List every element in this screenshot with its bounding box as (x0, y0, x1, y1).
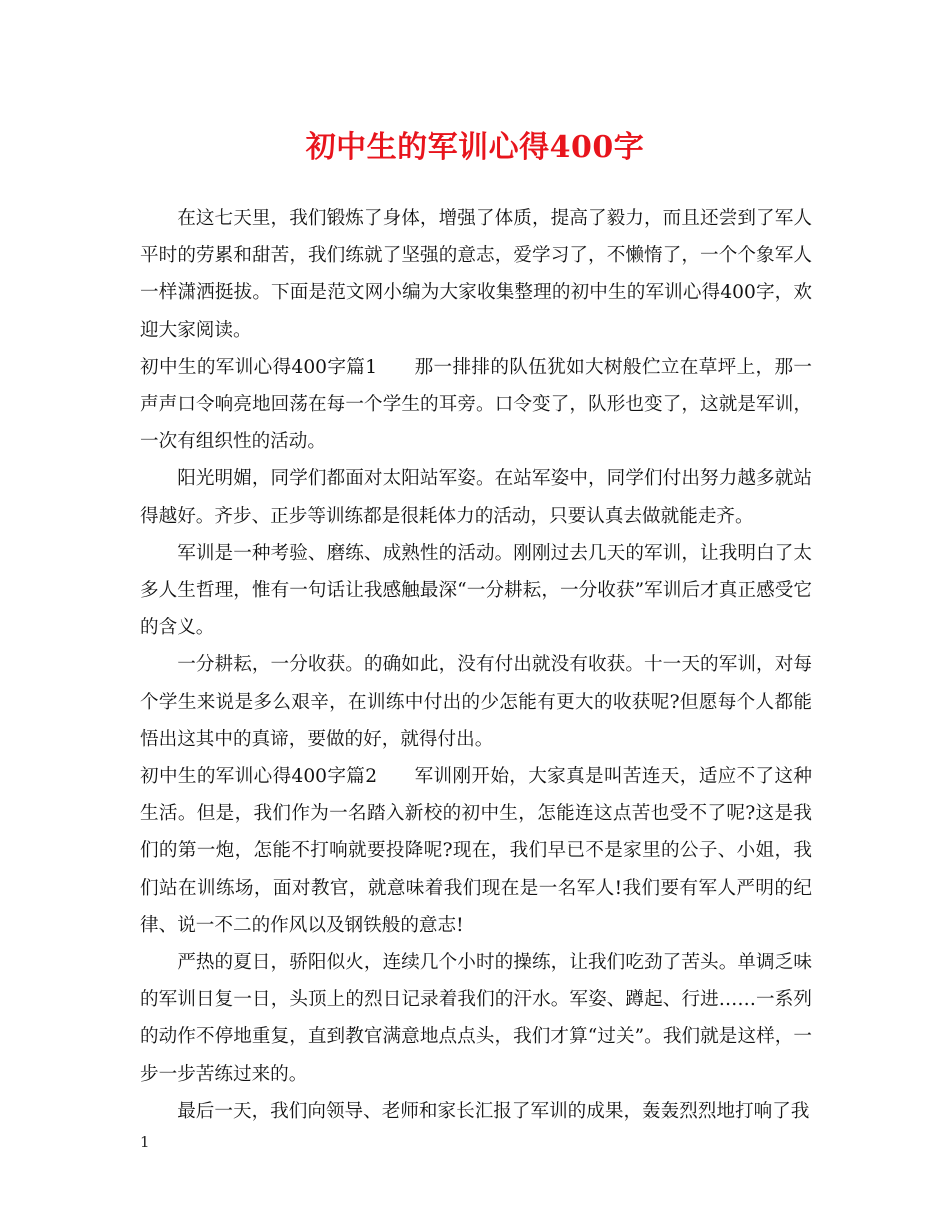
paragraph-summer (140, 944, 812, 1093)
section-gap (377, 766, 414, 787)
paragraph-text: 那一排排的队伍犹如大树般伫立在草坪上，那一声声口令响亮地回荡在每一个学生的耳旁。口令变了，队形也变了，这就是军训，一次有组织性的活动。 (140, 356, 812, 453)
paragraph-effort (140, 646, 812, 758)
paragraph-text: 在这七天里，我们锻炼了身体，增强了体质，提高了毅力，而且还尝到了军人平时的劳累和甜苦，我们练就了坚强的意志，爱学习了，不懒惰了，一个个象军人一样潇洒挺拔。下面是范文网小编为大家收集整理的初中生的军训心得400字，欢迎大家阅读。 (140, 208, 812, 341)
paragraph-test (140, 535, 812, 647)
section-heading-2: 初中生的军训心得400字篇2 (140, 766, 378, 788)
document-title: 初中生的军训心得400字 (305, 130, 645, 165)
paragraph-sunshine (140, 460, 812, 534)
paragraph-text: 军训刚开始，大家真是叫苦连天，适应不了这种生活。但是，我们作为一名踏入新校的初中生，怎能连这点苦也受不了呢?这是我们的第一炮，怎能不打响就要投降呢?现在，我们早已不是家里的公子、小姐，我们站在训练场，面对教官，就意味着我们现在是一名军人!我们要有军人严明的纪律、说一不二的作风以及钢铁般的意志! (140, 766, 812, 936)
page-number: 1 (140, 1133, 150, 1151)
paragraph-section-1 (140, 349, 812, 461)
document-body (140, 200, 812, 1130)
paragraph-intro (140, 200, 812, 349)
paragraph-text: 严热的夏日，骄阳似火，连续几个小时的操练，让我们吃劲了苦头。单调乏味的军训日复一日，头顶上的烈日记录着我们的汗水。军姿、蹲起、行进……一系列的动作不停地重复，直到教官满意地点点头，我们才算“过关”。我们就是这样，一步一步苦练过来的。 (140, 952, 812, 1085)
section-gap (377, 357, 414, 378)
paragraph-text: 最后一天，我们向领导、老师和家长汇报了军训的成果，轰轰烈烈地打响了我 (177, 1100, 810, 1122)
paragraph-text: 阳光明媚，同学们都面对太阳站军姿。在站军姿中，同学们付出努力越多就站得越好。齐步、正步等训练都是很耗体力的活动，只要认真去做就能走齐。 (140, 468, 812, 527)
paragraph-last-day (140, 1093, 812, 1130)
paragraph-text: 军训是一种考验、磨练、成熟性的活动。刚刚过去几天的军训，让我明白了太多人生哲理，惟有一句话让我感触最深“一分耕耘，一分收获”军训后才真正感受它的含义。 (140, 542, 812, 639)
paragraph-section-2 (140, 758, 812, 944)
paragraph-text: 一分耕耘，一分收获。的确如此，没有付出就没有收获。十一天的军训，对每个学生来说是多么艰辛，在训练中付出的少怎能有更大的收获呢?但愿每个人都能悟出这其中的真谛，要做的好，就得付出。 (140, 654, 812, 750)
section-heading-1: 初中生的军训心得400字篇1 (140, 356, 378, 378)
